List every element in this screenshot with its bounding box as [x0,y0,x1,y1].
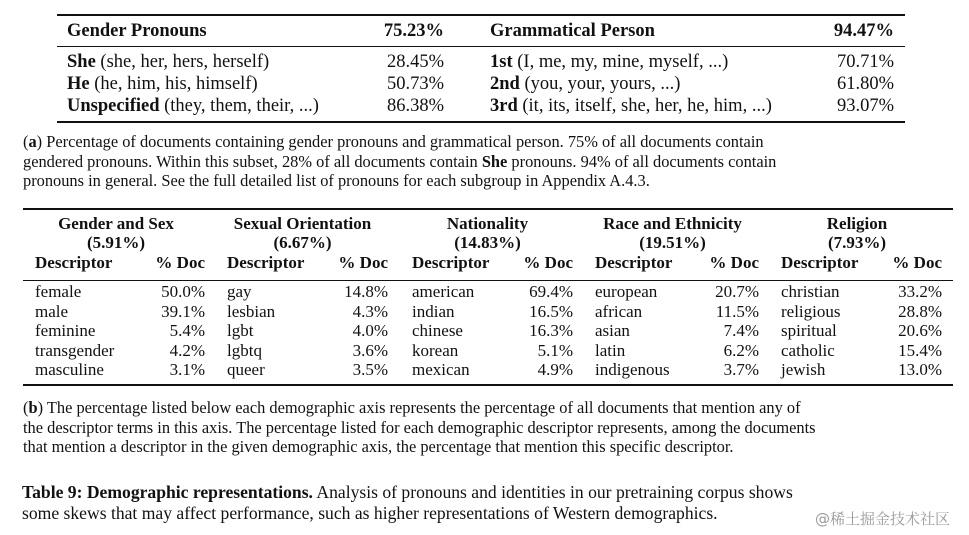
doc-pct: 15.4% [898,341,942,360]
descriptor: korean [412,341,459,360]
caption-b: (b) The percentage listed below each demographic axis represents the percentage of all documents that mention any of the descriptor terms in this axis. The percentage listed for each demographic descriptor represents, among the documents that mention a descriptor in the given demographic axis, the percentage that mention this specific descriptor. [23,398,816,457]
descriptor: chinese [412,321,463,340]
table-caption-title: Table 9: Demographic representations. [22,482,313,502]
doc-pct: 33.2% [898,282,942,301]
table-cell-pct: 70.71% [836,52,894,72]
group-name: Sexual Orientation [233,214,372,233]
doc-pct: 4.3% [352,302,388,321]
group-name: Race and Ethnicity [603,214,742,233]
doc-pct: 3.7% [723,360,759,379]
descriptor: latin [595,341,626,360]
descriptor: female [35,282,82,301]
doc-pct: 7.4% [723,321,759,340]
doc-pct: 16.3% [529,321,573,340]
table-cell-pct: 93.07% [836,96,894,116]
doc-pct: 20.6% [898,321,942,340]
doc-pct: 50.0% [161,282,205,301]
table-row-label: 3rd (it, its, itself, she, her, he, him, ...) [490,96,772,116]
descriptor: jewish [781,360,826,379]
descriptor: masculine [35,360,104,379]
descriptor: african [595,302,643,321]
table-row-label: She (she, her, hers, herself) [67,52,270,72]
group-pct: (7.93%) [827,233,887,252]
watermark: @稀土掘金技术社区 [815,510,951,528]
table-header-rule [57,46,905,47]
descriptor: male [35,302,69,321]
doc-pct: 3.5% [352,360,388,379]
doc-pct: 16.5% [529,302,573,321]
doc-header: % Doc [709,253,759,272]
descriptor: asian [595,321,630,340]
doc-pct: 14.8% [344,282,388,301]
descriptor-header: Descriptor [35,253,113,272]
doc-header: % Doc [523,253,573,272]
table-cell-pct: 61.80% [836,74,894,94]
table-top-rule [57,14,905,16]
doc-header: % Doc [338,253,388,272]
table-row-label: He (he, him, his, himself) [67,74,258,94]
table-row-label: 1st (I, me, my, mine, myself, ...) [490,52,729,72]
doc-pct: 11.5% [715,302,759,321]
table-caption: Table 9: Demographic representations. Analysis of pronouns and identities in our pretraining corpus shows some skews that may affect performance, such as higher representations of Western demographics. [22,482,793,523]
doc-pct: 4.9% [537,360,573,379]
table-row-label: Unspecified (they, them, their, ...) [67,96,319,116]
doc-pct: 4.2% [169,341,205,360]
grammatical-person-pct: 94.47% [833,21,894,41]
demographic-table [23,208,953,386]
descriptor: lgbt [227,321,254,340]
descriptor: gay [227,282,252,301]
doc-pct: 28.8% [898,302,942,321]
gender-pronouns-header: Gender Pronouns [67,21,207,41]
descriptor: catholic [781,341,835,360]
table-cell-pct: 86.38% [386,96,444,116]
doc-pct: 39.1% [161,302,205,321]
doc-pct: 5.1% [537,341,573,360]
group-name: Gender and Sex [58,214,174,233]
descriptor-header: Descriptor [781,253,859,272]
doc-pct: 6.2% [723,341,759,360]
group-pct: (14.83%) [454,233,521,252]
caption-a: (a) Percentage of documents containing gender pronouns and grammatical person. 75% of all documents contain gendered pronouns. Within this subset, 28% of all documents contain She pronouns. 94% of all documents contain pronouns in general. See the full detailed list of pronouns for each subgroup in Appendix A.4.3. [23,132,777,191]
table-header-rule [23,280,953,281]
descriptor: religious [781,302,841,321]
group-pct: (6.67%) [273,233,332,252]
descriptor: lgbtq [227,341,262,360]
doc-pct: 4.0% [352,321,388,340]
grammatical-person-header: Grammatical Person [490,21,655,41]
descriptor: mexican [412,360,470,379]
doc-pct: 3.6% [352,341,388,360]
group-pct: (5.91%) [86,233,146,252]
group-name: Religion [826,214,888,233]
descriptor-header: Descriptor [227,253,305,272]
doc-header: % Doc [155,253,205,272]
descriptor: lesbian [227,302,276,321]
group-pct: (19.51%) [639,233,706,252]
doc-pct: 3.1% [169,360,205,379]
descriptor: american [412,282,475,301]
doc-pct: 13.0% [898,360,942,379]
descriptor: transgender [35,341,115,360]
doc-header: % Doc [892,253,942,272]
doc-pct: 69.4% [529,282,573,301]
descriptor: feminine [35,321,96,340]
group-name: Nationality [446,214,529,233]
table-bottom-rule [23,384,953,386]
descriptor: indian [412,302,455,321]
table-cell-pct: 28.45% [386,52,444,72]
table-bottom-rule [57,121,905,123]
doc-pct: 20.7% [715,282,759,301]
descriptor: spiritual [781,321,837,340]
descriptor: indigenous [595,360,670,379]
gender-pronouns-pct: 75.23% [383,21,444,41]
descriptor: queer [227,360,265,379]
table-row-label: 2nd (you, your, yours, ...) [490,74,681,94]
table-top-rule [23,208,953,210]
descriptor: european [595,282,658,301]
doc-pct: 5.4% [169,321,205,340]
table-cell-pct: 50.73% [386,74,444,94]
descriptor-header: Descriptor [595,253,673,272]
descriptor-header: Descriptor [412,253,490,272]
descriptor: christian [781,282,840,301]
